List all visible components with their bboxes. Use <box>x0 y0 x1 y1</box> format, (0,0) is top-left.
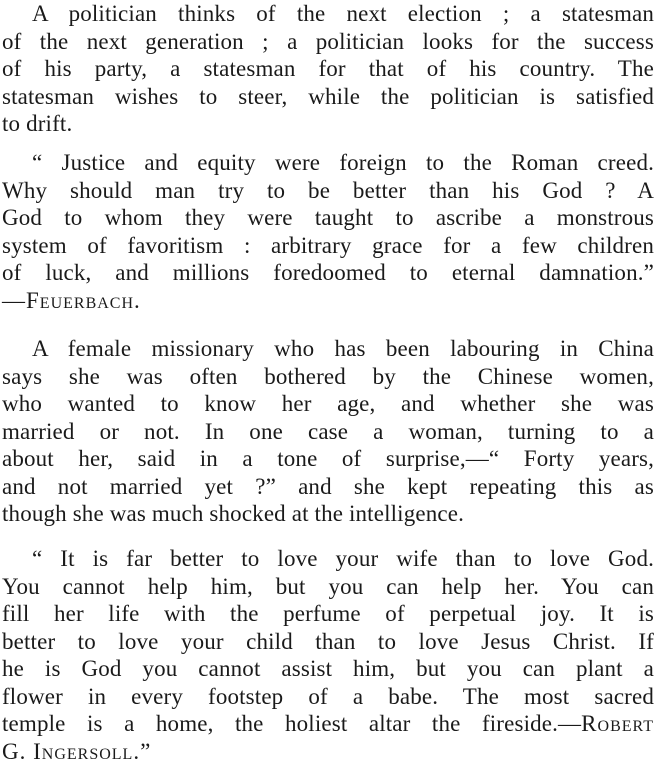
text-line: who wanted to know her age, and whether she was <box>2 390 654 418</box>
text-line: A politician thinks of the next election ; a statesman <box>2 0 654 28</box>
paragraph-politician-statesman <box>2 0 654 138</box>
text-line: You cannot help him, but you can help her. You can <box>2 573 654 601</box>
paragraph-female-missionary <box>2 335 654 528</box>
text-line: says she was often bothered by the Chinese women, <box>2 363 654 391</box>
attribution-ingersoll: G. Ingersoll.” <box>2 738 654 765</box>
text-line: God to whom they were taught to ascribe a monstrous <box>2 204 654 232</box>
text-line: “ Justice and equity were foreign to the Roman creed. <box>2 149 654 177</box>
attribution-ingersoll-first-name: Robert <box>581 711 654 736</box>
text-line: fill her life with the perfume of perpetual joy. It is <box>2 600 654 628</box>
text-fragment: temple is a home, the holiest altar the fireside.— <box>2 711 581 736</box>
paragraph-ingersoll-quote <box>2 545 654 765</box>
text-line: statesman wishes to steer, while the politician is satisfied <box>2 83 654 111</box>
paragraph-feuerbach-quote <box>2 149 654 314</box>
text-line: A female missionary who has been labouring in China <box>2 335 654 363</box>
text-line: about her, said in a tone of surprise,—“ Forty years, <box>2 445 654 473</box>
text-line-with-attribution <box>2 710 654 738</box>
text-line: of luck, and millions foredoomed to eternal damnation.” <box>2 259 654 287</box>
text-line: Why should man try to be better than his God ? A <box>2 177 654 205</box>
text-line: flower in every footstep of a babe. The most sacred <box>2 683 654 711</box>
text-line: to drift. <box>2 110 654 138</box>
text-line: married or not. In one case a woman, turning to a <box>2 418 654 446</box>
text-line: though she was much shocked at the intelligence. <box>2 500 654 528</box>
text-line: better to love your child than to love Jesus Christ. If <box>2 628 654 656</box>
text-line: system of favoritism : arbitrary grace for a few children <box>2 232 654 260</box>
text-line: “ It is far better to love your wife than to love God. <box>2 545 654 573</box>
text-line: and not married yet ?” and she kept repeating this as <box>2 473 654 501</box>
text-line: he is God you cannot assist him, but you can plant a <box>2 655 654 683</box>
text-line: of the next generation ; a politician looks for the success <box>2 28 654 56</box>
attribution-feuerbach: —Feuerbach. <box>2 287 654 315</box>
text-line: of his party, a statesman for that of his country. The <box>2 55 654 83</box>
